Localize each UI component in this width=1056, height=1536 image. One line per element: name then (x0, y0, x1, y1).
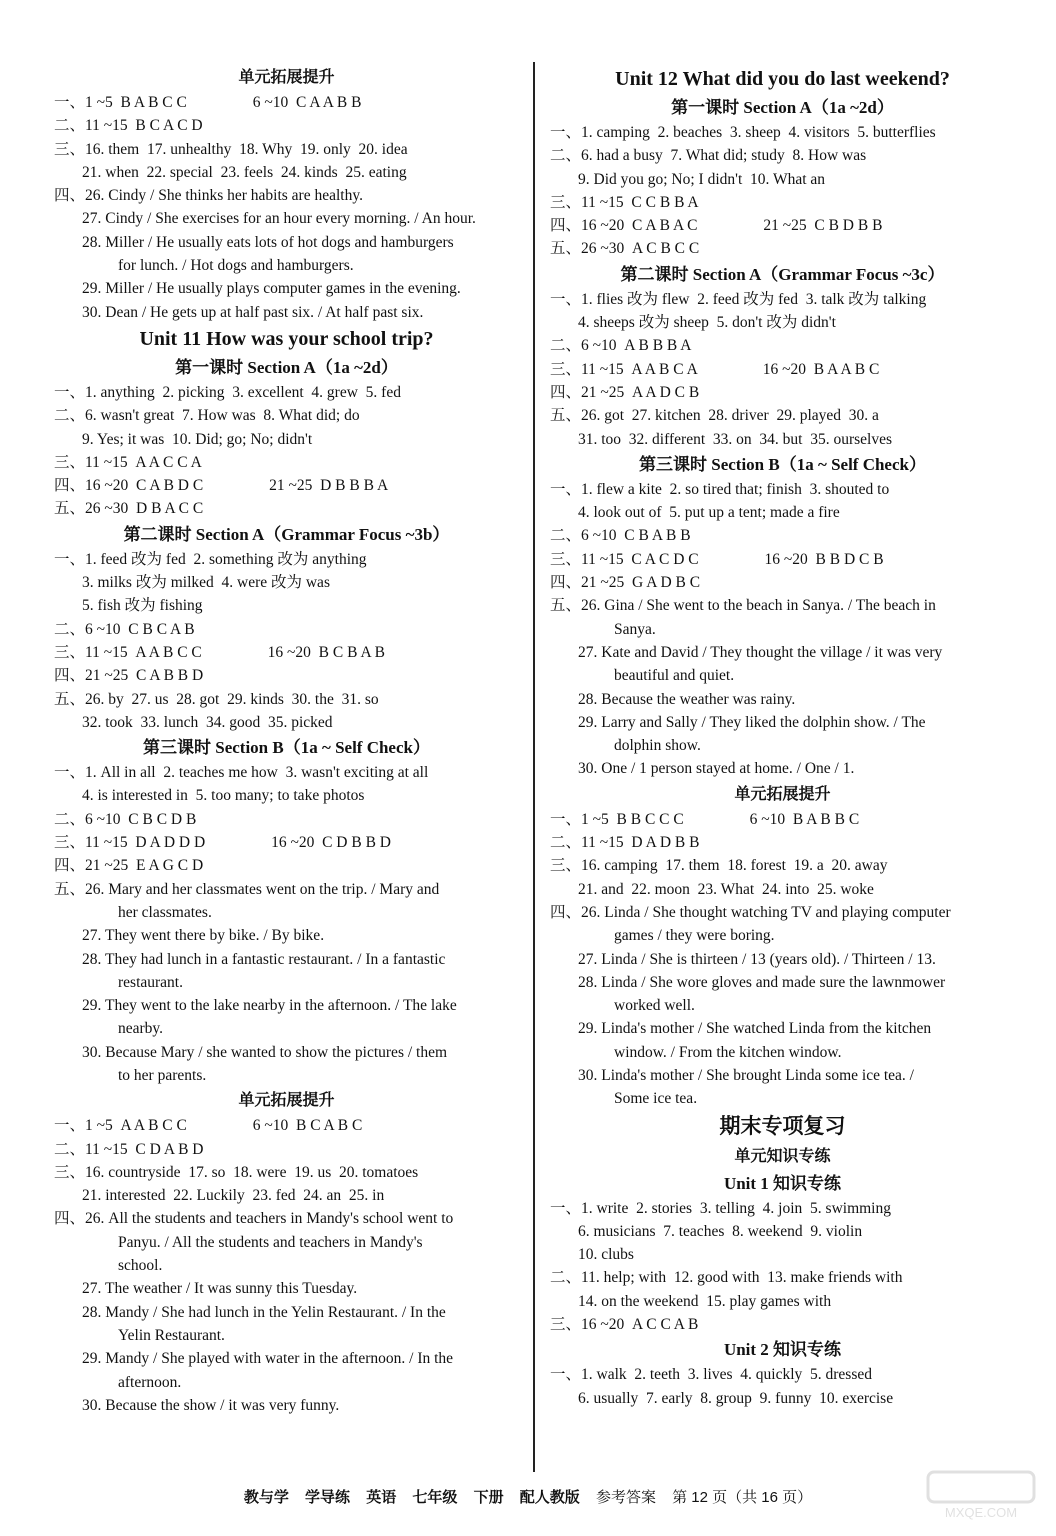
answer-line: 6. musicians 7. teaches 8. weekend 9. violin (578, 1222, 863, 1240)
answer-line: restaurant. (118, 973, 183, 991)
answer-line: 29. They went to the lake nearby in the afternoon. / The lake (82, 997, 457, 1015)
answer-line: for lunch. / Hot dogs and hamburgers. (118, 257, 354, 275)
footer-page-number: 第 12 页（共 16 页） (672, 1489, 813, 1506)
lesson-title: 第一课时 Section A（1a ~2d） (175, 357, 398, 377)
answer-line: 31. too 32. different 33. on 34. but 35. ourselves (578, 430, 892, 448)
answer-line: 4. sheeps 改为 sheep 5. don't 改为 didn't (578, 314, 836, 332)
unit-title: Unit 12 What did you do last weekend? (615, 68, 950, 90)
footer-grade: 七年级 (412, 1489, 458, 1506)
answer-line: 一、1. flew a kite 2. so tired that; finish 3. shouted to (550, 480, 890, 498)
answer-line: Panyu. / All the students and teachers in Mandy's (118, 1233, 423, 1251)
left-column (54, 64, 519, 1417)
answer-line: 三、16. countryside 17. so 18. were 19. us 20. tomatoes (54, 1163, 419, 1181)
answer-line: 二、6. wasn't great 7. How was 8. What did; do (54, 407, 360, 425)
answer-line: 32. took 33. lunch 34. good 35. picked (82, 713, 333, 731)
answer-line: 四、21 ~25 C A B B D (54, 667, 204, 685)
answer-line: 二、6 ~10 A B B B A (550, 337, 692, 355)
answer-line: 9. Yes; it was 10. Did; go; No; didn't (82, 430, 313, 448)
answer-line: 28. Mandy / She had lunch in the Yelin Restaurant. / In the (82, 1303, 446, 1321)
answer-line: 21. when 22. special 23. feels 24. kinds 25. eating (82, 163, 407, 181)
answer-line: 一、1 ~5 B A B C C 6 ~10 C A A B B (54, 94, 362, 111)
footer-answers: 参考答案 (595, 1489, 656, 1506)
answer-line: 21. and 22. moon 23. What 24. into 25. woke (578, 880, 874, 898)
answer-line: 30. Dean / He gets up at half past six. / At half past six. (82, 303, 424, 321)
answer-line: 14. on the weekend 15. play games with (578, 1292, 832, 1310)
answer-line: 27. Kate and David / They thought the village / it was very (578, 643, 943, 661)
answer-line: 27. Linda / She is thirteen / 13 (years old). / Thirteen / 13. (578, 950, 936, 968)
answer-line: 五、26. got 27. kitchen 28. driver 29. played 30. a (550, 407, 879, 425)
answer-line: 二、11 ~15 B C A C D (54, 117, 203, 135)
answer-line: 28. Miller / He usually eats lots of hot dogs and hamburgers (82, 233, 454, 251)
answer-line: 五、26 ~30 D B A C C (54, 500, 204, 518)
answer-line: 三、11 ~15 A A B C C 16 ~20 B C B A B (54, 643, 385, 661)
answer-line: Some ice tea. (614, 1090, 698, 1108)
answer-line: beautiful and quiet. (614, 667, 735, 685)
answer-line: 30. One / 1 person stayed at home. / One / 1. (578, 760, 855, 778)
answer-line: 二、6 ~10 C B C D B (54, 810, 197, 828)
answer-line: 5. fish 改为 fishing (82, 597, 203, 615)
answer-line: 二、11 ~15 D A D B B (550, 834, 700, 852)
answer-line: 29. Mandy / She played with water in the afternoon. / In the (82, 1350, 454, 1368)
footer-subject: 英语 (366, 1489, 397, 1506)
answer-line: 一、1 ~5 B B C C C 6 ~10 B A B B C (550, 810, 860, 828)
section-heading: 单元拓展提升 (734, 785, 831, 803)
answer-line: window. / From the kitchen window. (614, 1043, 842, 1061)
answer-line: 一、1. feed 改为 fed 2. something 改为 anything (54, 550, 367, 568)
answer-line: 四、26. All the students and teachers in Mandy's school went to (54, 1210, 454, 1228)
answer-line: 三、16. camping 17. them 18. forest 19. a 20. away (550, 857, 888, 875)
answer-line: 29. Larry and Sally / They liked the dolphin show. / The (578, 713, 926, 731)
answer-line: 29. Miller / He usually plays computer games in the evening. (82, 280, 461, 298)
answer-line: 四、26. Cindy / She thinks her habits are healthy. (54, 187, 363, 205)
answer-line: 30. Because Mary / she wanted to show the pictures / them (82, 1043, 448, 1061)
answer-line: school. (118, 1257, 163, 1275)
answer-line: 28. Linda / She wore gloves and made sure the lawnmower (578, 973, 946, 991)
answer-line: 三、11 ~15 D A D D D 16 ~20 C D B B D (54, 834, 391, 852)
answer-line: 一、1. camping 2. beaches 3. sheep 4. visitors 5. butterflies (550, 124, 936, 141)
answer-line: 二、6. had a busy 7. What did; study 8. How was (550, 147, 867, 165)
answer-line: 一、1. anything 2. picking 3. excellent 4. grew 5. fed (54, 383, 401, 401)
footer-volume: 下册 (473, 1489, 504, 1506)
answer-line: 五、26. Mary and her classmates went on the trip. / Mary and (54, 880, 440, 898)
lesson-title: 第二课时 Section A（Grammar Focus ~3c） (620, 264, 945, 284)
answer-line: 6. usually 7. early 8. group 9. funny 10. exercise (578, 1389, 894, 1407)
answer-line: 21. interested 22. Luckily 23. fed 24. an 25. in (82, 1187, 385, 1205)
answer-line: 二、6 ~10 C B C A B (54, 620, 195, 638)
lesson-title: Unit 1 知识专练 (723, 1173, 842, 1193)
answer-line: 三、11 ~15 A A C C A (54, 453, 202, 471)
review-title: 期末专项复习 (719, 1114, 846, 1138)
section-heading: 单元拓展提升 (238, 69, 335, 86)
answer-line: 4. is interested in 5. too many; to take photos (82, 787, 365, 805)
answer-line: 27. Cindy / She exercises for an hour every morning. / An hour. (82, 210, 476, 228)
right-column (550, 64, 1015, 1410)
answer-line: 三、11 ~15 C A C D C 16 ~20 B B D C B (550, 550, 884, 568)
answer-line: Yelin Restaurant. (118, 1326, 225, 1344)
answer-line: 五、26 ~30 A C B C C (550, 240, 700, 258)
answer-line: 五、26. Gina / She went to the beach in Sanya. / The beach in (550, 597, 936, 615)
answer-line: nearby. (118, 1020, 164, 1038)
answer-line: 三、16 ~20 A C C A B (550, 1316, 699, 1334)
lesson-title: Unit 2 知识专练 (723, 1340, 842, 1360)
answer-line: 4. look out of 5. put up a tent; made a fire (578, 504, 840, 522)
answer-line: to her parents. (118, 1066, 207, 1084)
lesson-title: 第三课时 Section B（1a ~ Self Check） (639, 454, 926, 474)
footer-edition: 配人教版 (519, 1489, 580, 1506)
answer-line: 三、16. them 17. unhealthy 18. Why 19. only 20. idea (54, 140, 408, 158)
watermark-text: MXQE.COM (944, 1505, 1018, 1520)
answer-line: 三、11 ~15 A A B C A 16 ~20 B A A B C (550, 360, 880, 378)
answer-line: dolphin show. (614, 737, 701, 755)
answer-line: 四、16 ~20 C A B D C 21 ~25 D B B B A (54, 477, 389, 495)
answer-line: 29. Linda's mother / She watched Linda from the kitchen (578, 1020, 932, 1038)
page-footer (0, 1486, 1056, 1507)
answer-line: 四、26. Linda / She thought watching TV and playing computer (550, 903, 951, 921)
answer-line: 四、16 ~20 C A B A C 21 ~25 C B D B B (550, 217, 883, 235)
answer-line: 9. Did you go; No; I didn't 10. What an (578, 170, 826, 188)
answer-line: 28. They had lunch in a fantastic restaurant. / In a fantastic (82, 950, 446, 968)
answer-line: 三、11 ~15 C C B B A (550, 193, 699, 211)
answer-line: 四、21 ~25 G A D B C (550, 574, 701, 592)
answer-line: 一、1. flies 改为 flew 2. feed 改为 fed 3. talk 改为 talking (550, 290, 927, 308)
answer-line: 27. The weather / It was sunny this Tuesday. (82, 1280, 358, 1298)
answer-line: 二、6 ~10 C B A B B (550, 527, 691, 545)
lesson-title: 第三课时 Section B（1a ~ Self Check） (143, 738, 430, 758)
section-heading: 单元知识专练 (734, 1147, 831, 1165)
answer-line: 10. clubs (578, 1246, 634, 1264)
answer-line: 30. Linda's mother / She brought Linda some ice tea. / (578, 1066, 914, 1084)
answer-line: 五、26. by 27. us 28. got 29. kinds 30. the 31. so (54, 690, 379, 708)
answer-line: 一、1. write 2. stories 3. telling 4. join 5. swimming (550, 1199, 891, 1217)
answer-line: 28. Because the weather was rainy. (578, 690, 796, 708)
section-heading: 单元拓展提升 (238, 1092, 335, 1110)
lesson-title: 第二课时 Section A（Grammar Focus ~3b） (123, 524, 450, 544)
answer-line: Sanya. (614, 620, 656, 638)
answer-line: 二、11 ~15 C D A B D (54, 1140, 204, 1158)
answer-line: afternoon. (118, 1373, 182, 1391)
column-divider (533, 62, 535, 1472)
answer-line: 四、21 ~25 E A G C D (54, 857, 204, 875)
answer-line: 3. milks 改为 milked 4. were 改为 was (82, 574, 330, 592)
answer-line: her classmates. (118, 903, 212, 921)
answer-line: 二、11. help; with 12. good with 13. make friends with (550, 1269, 903, 1287)
answer-line: 27. They went there by bike. / By bike. (82, 927, 325, 945)
answer-line: 一、1. All in all 2. teaches me how 3. wasn't exciting at all (54, 764, 429, 782)
footer-series: 学导练 (305, 1489, 351, 1506)
unit-title: Unit 11 How was your school trip? (139, 327, 434, 350)
watermark-logo-icon (926, 1470, 1036, 1522)
answer-line: 一、1. walk 2. teeth 3. lives 4. quickly 5. dressed (550, 1366, 873, 1384)
answer-line: 四、21 ~25 A A D C B (550, 383, 700, 401)
footer-brand: 教与学 (243, 1489, 289, 1506)
answer-line: worked well. (614, 997, 695, 1015)
lesson-title: 第一课时 Section A（1a ~2d） (671, 98, 894, 117)
answer-line: 一、1 ~5 A A B C C 6 ~10 B C A B C (54, 1117, 363, 1135)
answer-line: 30. Because the show / it was very funny. (82, 1396, 340, 1414)
answer-line: games / they were boring. (614, 927, 775, 945)
